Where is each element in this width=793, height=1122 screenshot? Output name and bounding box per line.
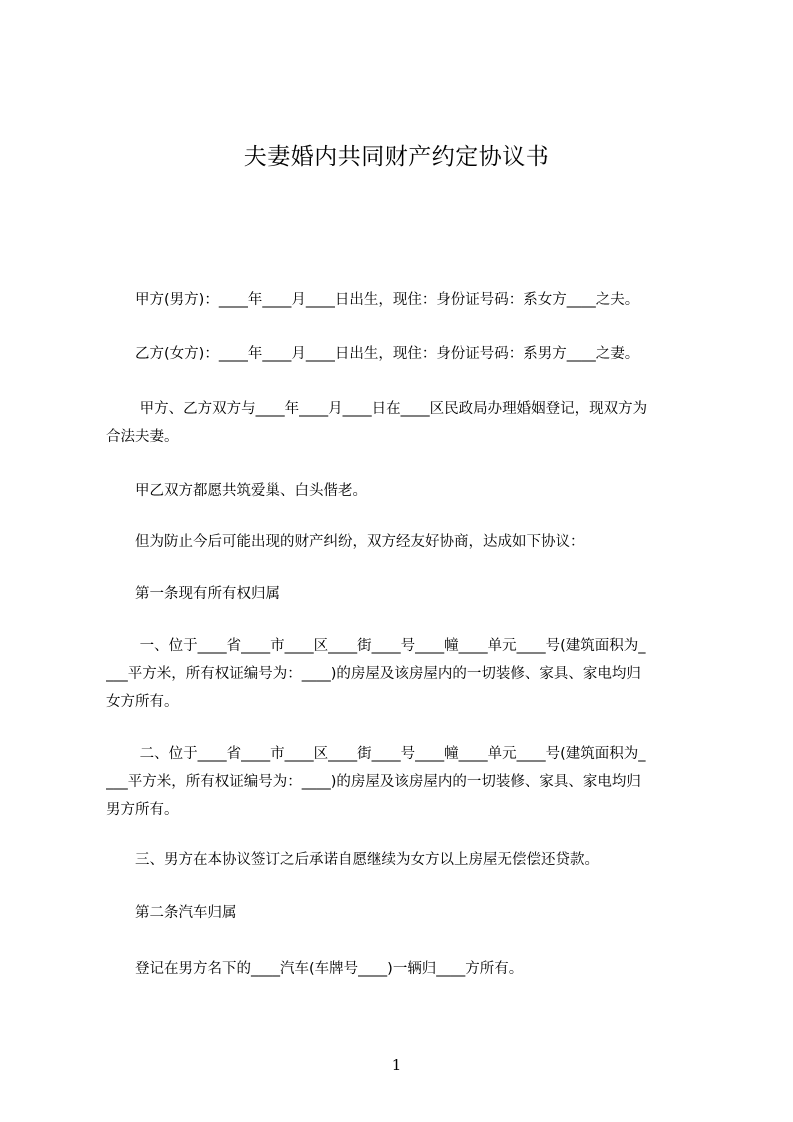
paragraph-clause-2: [106, 740, 700, 824]
paragraph-intent: [106, 477, 700, 505]
paragraph-line: 乙方(女方)：____年____月____日出生，现住：身份证号码：系男方____之妻。: [106, 346, 640, 362]
paragraph-line: 三、男方在本协议签订之后承诺自愿继续为女方以上房屋无偿偿还贷款。: [106, 852, 599, 868]
paragraph-line: 甲乙双方都愿共筑爱巢、白头偕老。: [106, 483, 367, 499]
paragraph-party-b: [106, 340, 700, 368]
paragraph-clause-1: [106, 632, 700, 716]
paragraph-line: 但为防止今后可能出现的财产纠纷，双方经友好协商，达成如下协议：: [106, 534, 585, 550]
paragraph-party-a: [106, 286, 700, 314]
paragraph-vehicle-ownership: [106, 955, 700, 983]
paragraph-line: 二、位于____省____市____区____街____号____幢____单元____号(建筑面积为_: [106, 746, 646, 762]
document-title: 夫妻婚内共同财产约定协议书: [243, 144, 550, 170]
section-heading-ownership: [106, 580, 700, 608]
paragraph-marriage-registration: [106, 395, 700, 451]
paragraph-line: 合法夫妻。: [106, 429, 179, 445]
paragraph-line: 一、位于____省____市____区____街____号____幢____单元____号(建筑面积为_: [106, 638, 646, 654]
paragraph-line: 男方所有。: [106, 802, 179, 818]
paragraph-line: 登记在男方名下的____汽车(车牌号____)一辆归____方所有。: [106, 961, 524, 977]
paragraph-line: 第一条现有所有权归属: [106, 586, 280, 602]
paragraph-line: 甲方(男方)：____年____月____日出生，现住：身份证号码：系女方____之夫。: [106, 292, 640, 308]
paragraph-clause-3: [106, 846, 700, 874]
paragraph-line: ___平方米，所有权证编号为：____)的房屋及该房屋内的一切装修、家具、家电均归: [106, 774, 641, 790]
section-heading-vehicle: [106, 899, 700, 927]
page-number: 1: [391, 1056, 402, 1074]
paragraph-line: 女方所有。: [106, 694, 179, 710]
paragraph-purpose: [106, 528, 700, 556]
paragraph-line: ___平方米，所有权证编号为：____)的房屋及该房屋内的一切装修、家具、家电均归: [106, 666, 641, 682]
paragraph-line: 第二条汽车归属: [106, 905, 237, 921]
paragraph-line: 甲方、乙方双方与____年____月____日在____区民政局办理婚姻登记，现双方为: [106, 401, 648, 417]
